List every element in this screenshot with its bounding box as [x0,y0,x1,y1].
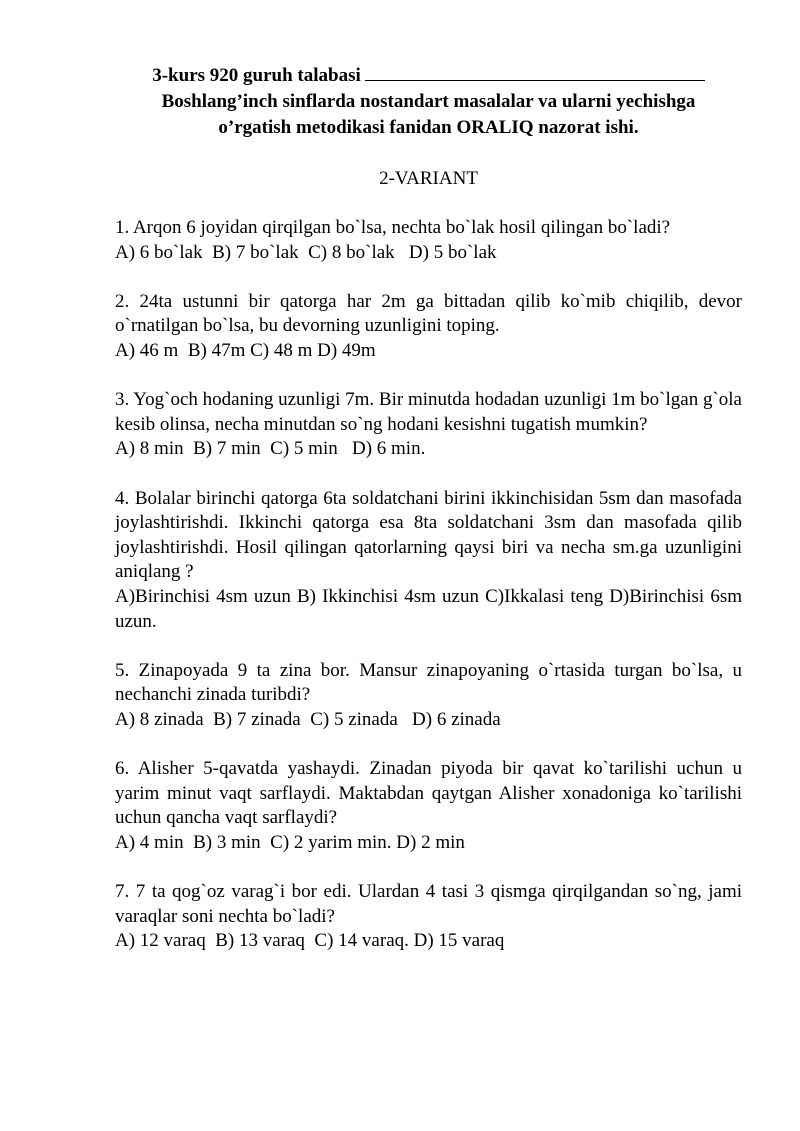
question-1 [115,216,742,265]
student-group-label: 3-kurs 920 guruh talabasi [152,65,361,86]
question-text: 6. Alisher 5-qavatda yashaydi. Zinadan piyoda bir qavat ko`tarilishi uchun u yarim minut vaqt sarflaydi. Maktabdan qaytgan Alisher xonadoniga ko`tarilishi uchun qancha vaqt sarflaydi? [115,758,742,829]
question-text: 4. Bolalar birinchi qatorga 6ta soldatchani birini ikkinchisidan 5sm dan masofada joylashtirishdi. Ikkinchi qatorga esa 8ta soldatchani 3sm dan masofada qilib joylashtirishdi. Hosil qilingan qatorlarning qaysi biri va necha sm.ga uzunligini aniqlang ? [115,487,742,583]
question-4 [115,487,742,635]
question-text: 1. Arqon 6 joyidan qirqilgan bo`lsa, nechta bo`lak hosil qilingan bo`ladi? [115,217,671,238]
question-answers: A) 46 m B) 47m C) 48 m D) 49m [115,339,376,361]
question-text: 5. Zinapoyada 9 ta zina bor. Mansur zinapoyaning o`rtasida turgan bo`lsa, u nechanchi zinada turibdi? [115,659,742,706]
question-text: 2. 24ta ustunni bir qatorga har 2m ga bittadan qilib ko`mib chiqilib, devor o`rnatilgan bo`lsa, bu devorning uzunligini toping. [115,290,742,337]
question-answers: A) 8 zinada B) 7 zinada C) 5 zinada D) 6 zinada [115,708,501,730]
student-name-blank [365,62,705,81]
variant-title: 2-VARIANT [379,168,478,189]
question-3 [115,388,742,462]
header-line-student [115,62,742,89]
question-text: 3. Yog`och hodaning uzunligi 7m. Bir minutda hodadan uzunligi 1m bo`lgan g`ola kesib olinsa, necha minutdan so`ng hodani kesishni tugatish mumkin? [115,389,742,435]
question-7 [115,880,742,954]
question-answers: A) 4 min B) 3 min C) 2 yarim min. D) 2 min [115,831,465,853]
question-answers: A) 6 bo`lak B) 7 bo`lak C) 8 bo`lak D) 5 bo`lak [115,241,497,263]
question-text: 7. 7 ta qog`oz varag`i bor edi. Ulardan 4 tasi 3 qismga qirqilgandan so`ng, jami varaqlar soni nechta bo`ladi? [115,881,742,927]
header-line-exam: o’rgatish metodikasi fanidan ORALIQ nazorat ishi. [218,117,639,138]
question-answers: A)Birinchisi 4sm uzun B) Ikkinchisi 4sm uzun C)Ikkalasi teng D)Birinchisi 6sm uzun. [115,585,742,632]
question-6 [115,757,742,855]
header-line-subject: Boshlang’inch sinflarda nostandart masalalar va ularni yechishga [161,91,696,112]
question-2 [115,290,742,364]
document-header [115,62,742,141]
question-5 [115,659,742,733]
question-answers: A) 12 varaq B) 13 varaq C) 14 varaq. D) 15 varaq [115,930,505,952]
question-answers: A) 8 min B) 7 min C) 5 min D) 6 min. [115,438,426,460]
document-page [115,62,742,978]
